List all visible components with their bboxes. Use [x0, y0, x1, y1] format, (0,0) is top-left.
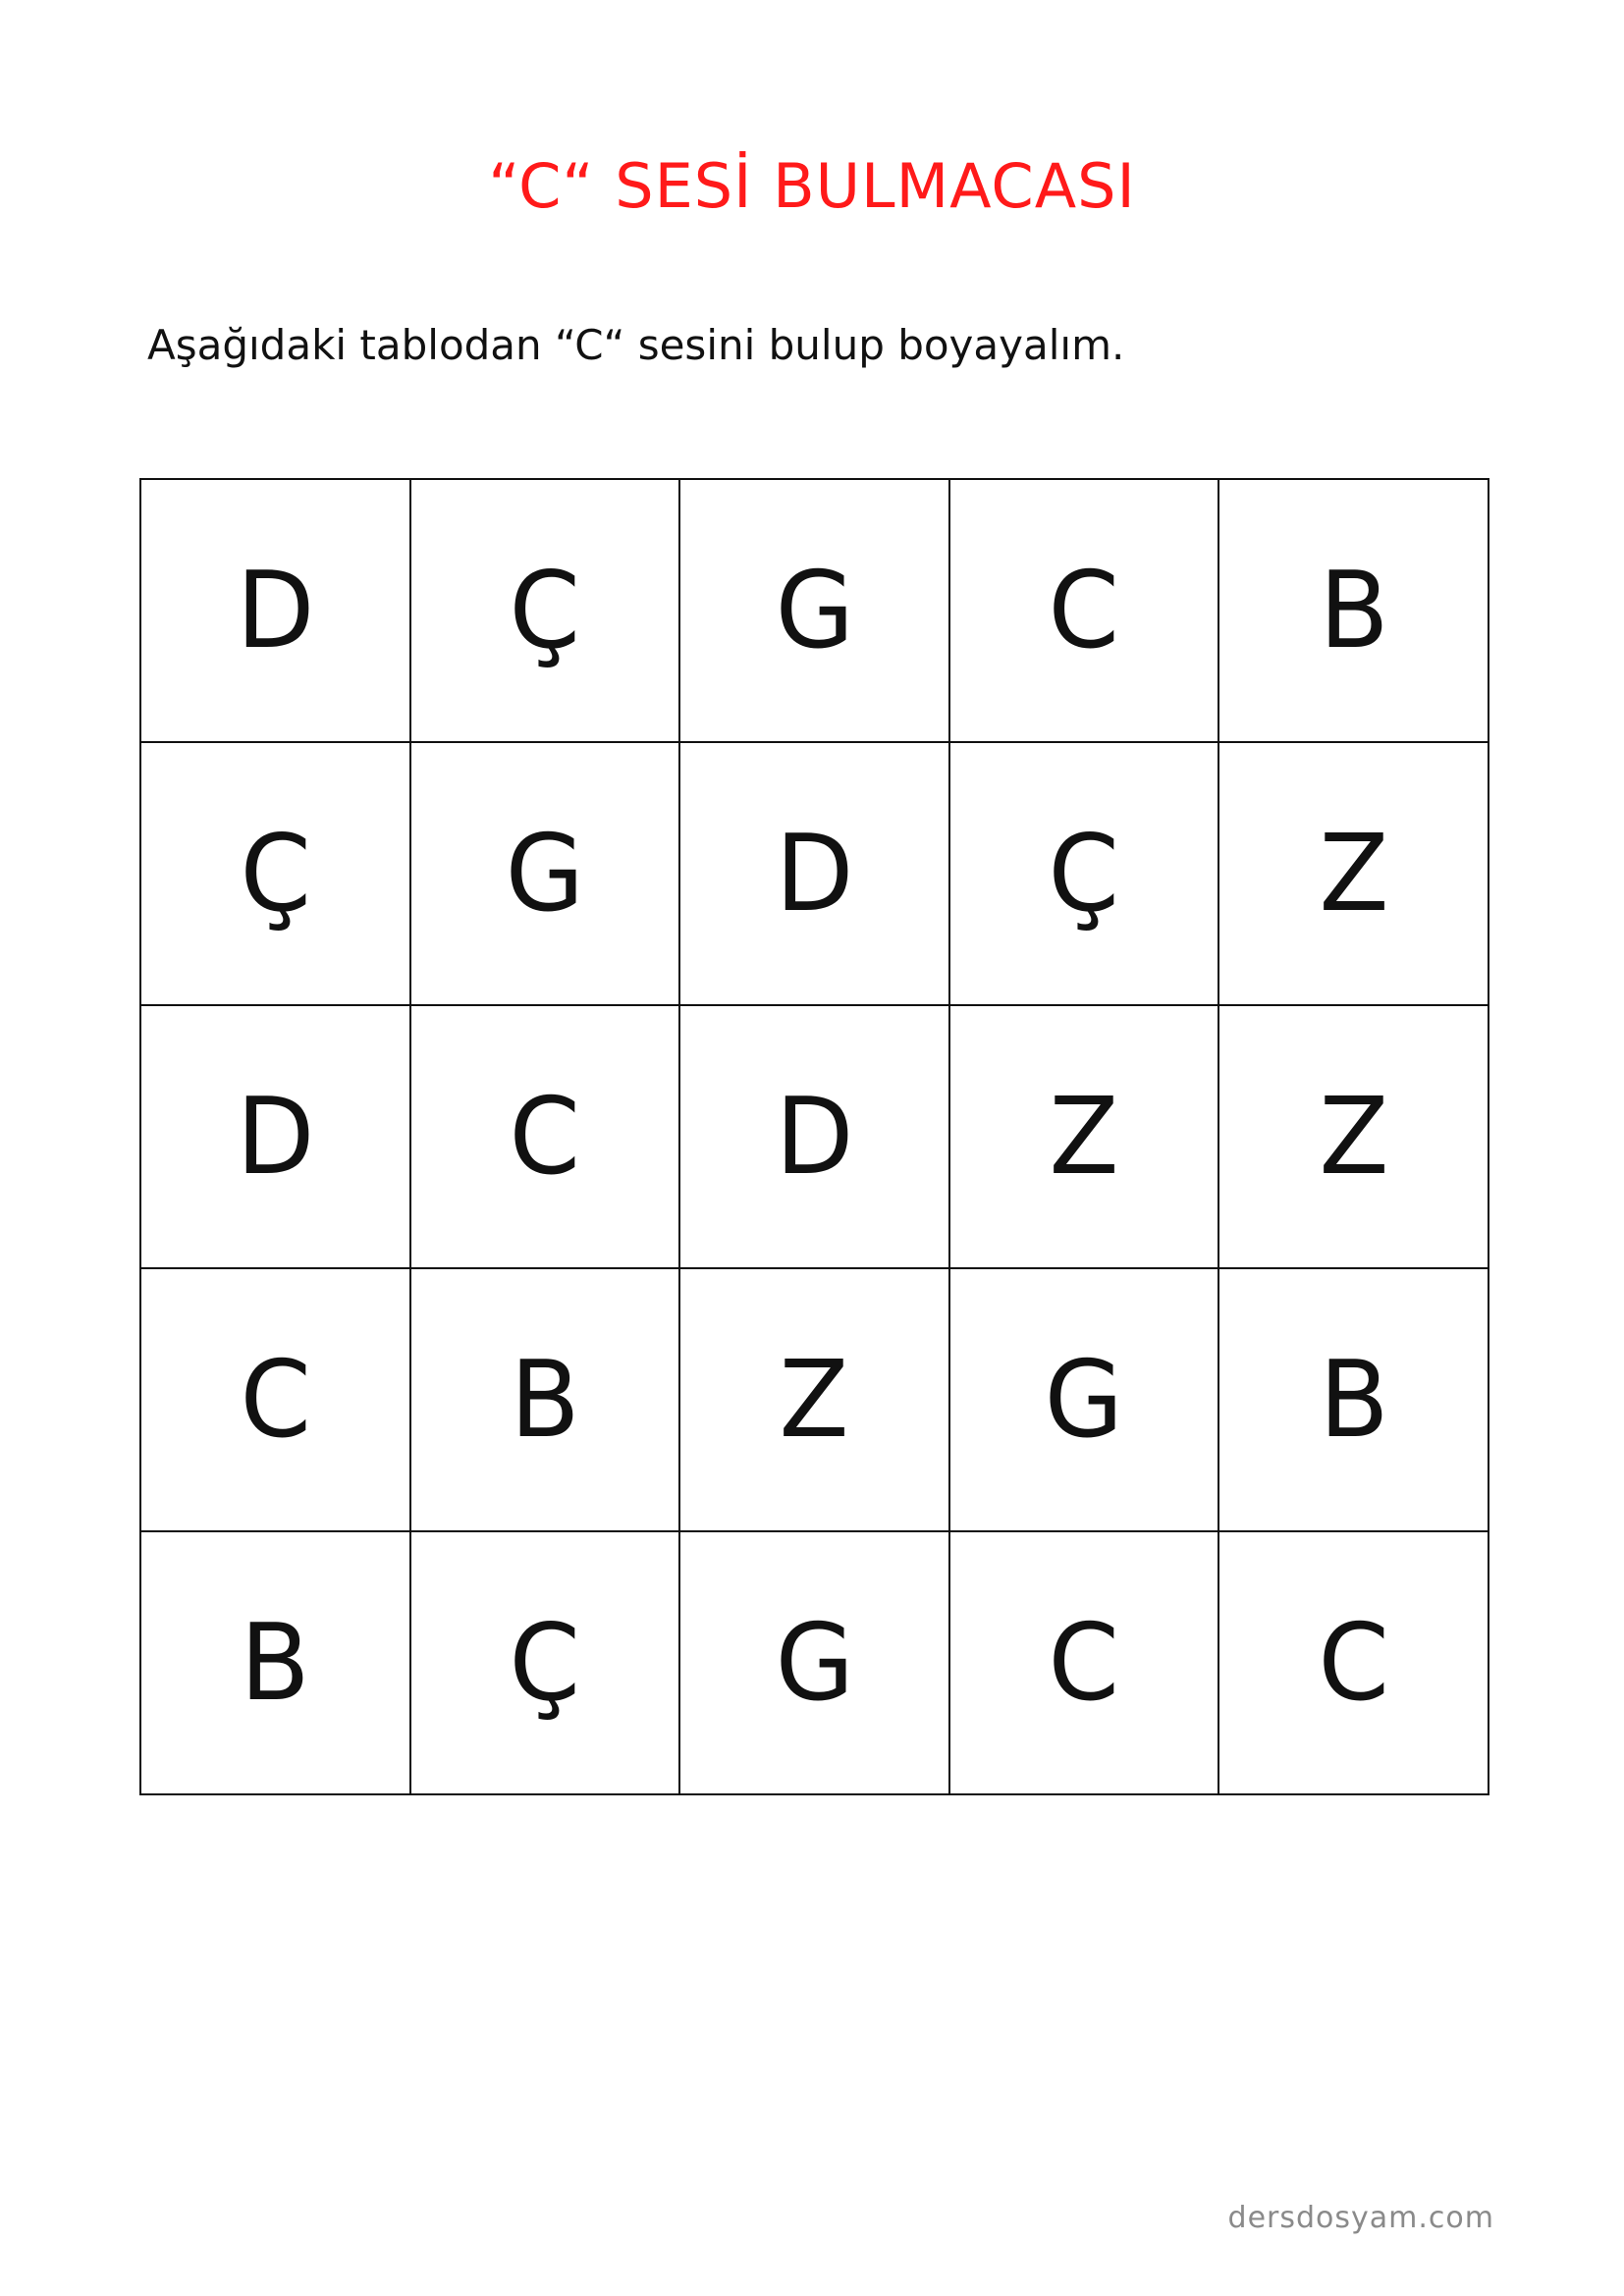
letter: Z	[1319, 812, 1389, 935]
letter-cell[interactable]	[410, 1005, 680, 1268]
letter: Ç	[240, 812, 311, 935]
letter-cell[interactable]	[140, 1005, 410, 1268]
letter-cell[interactable]	[949, 1531, 1219, 1794]
letter-cell[interactable]	[679, 479, 949, 742]
grid-row	[140, 1531, 1489, 1794]
grid-row	[140, 479, 1489, 742]
letter-cell[interactable]	[1218, 479, 1489, 742]
letter: D	[775, 1075, 854, 1199]
letter-cell[interactable]	[679, 1268, 949, 1531]
letter: C	[1048, 1601, 1120, 1725]
letter-cell[interactable]	[410, 1531, 680, 1794]
letter-cell[interactable]	[679, 1005, 949, 1268]
letter: G	[505, 812, 585, 935]
letter: C	[240, 1338, 311, 1462]
letter: Z	[779, 1338, 850, 1462]
letter: C	[1318, 1601, 1389, 1725]
letter: B	[240, 1601, 310, 1725]
letter-cell[interactable]	[679, 742, 949, 1005]
instruction-text: Aşağıdaki tablodan “C“ sesini bulup boyayalım.	[147, 321, 1125, 369]
letter: D	[236, 1075, 315, 1199]
letter-cell[interactable]	[140, 1268, 410, 1531]
letter-cell[interactable]	[140, 1531, 410, 1794]
letter: D	[775, 812, 854, 935]
letter: Z	[1319, 1075, 1389, 1199]
letter: B	[510, 1338, 580, 1462]
grid-row	[140, 1268, 1489, 1531]
letter-cell[interactable]	[1218, 1005, 1489, 1268]
letter-cell[interactable]	[679, 1531, 949, 1794]
grid-row	[140, 1005, 1489, 1268]
letter-cell[interactable]	[410, 479, 680, 742]
letter-cell[interactable]	[410, 742, 680, 1005]
letter-cell[interactable]	[949, 479, 1219, 742]
letter-cell[interactable]	[140, 479, 410, 742]
letter: B	[1319, 1338, 1389, 1462]
letter: Ç	[509, 1601, 581, 1725]
letter: Ç	[509, 549, 581, 672]
letter: C	[1048, 549, 1120, 672]
letter-cell[interactable]	[140, 742, 410, 1005]
letter: Ç	[1048, 812, 1120, 935]
letter: C	[509, 1075, 581, 1199]
letter: Z	[1049, 1075, 1119, 1199]
letter-grid	[139, 478, 1489, 1795]
letter: G	[775, 549, 854, 672]
worksheet-title: “C“ SESİ BULMACASI	[488, 150, 1136, 222]
letter-cell[interactable]	[1218, 742, 1489, 1005]
letter-cell[interactable]	[410, 1268, 680, 1531]
letter: D	[236, 549, 315, 672]
site-watermark: dersdosyam.com	[1227, 2201, 1494, 2235]
grid-row	[140, 742, 1489, 1005]
letter-cell[interactable]	[1218, 1268, 1489, 1531]
letter: B	[1319, 549, 1389, 672]
letter-cell[interactable]	[1218, 1531, 1489, 1794]
letter-cell[interactable]	[949, 1268, 1219, 1531]
letter-cell[interactable]	[949, 1005, 1219, 1268]
letter: G	[1044, 1338, 1124, 1462]
letter-cell[interactable]	[949, 742, 1219, 1005]
letter: G	[775, 1601, 854, 1725]
